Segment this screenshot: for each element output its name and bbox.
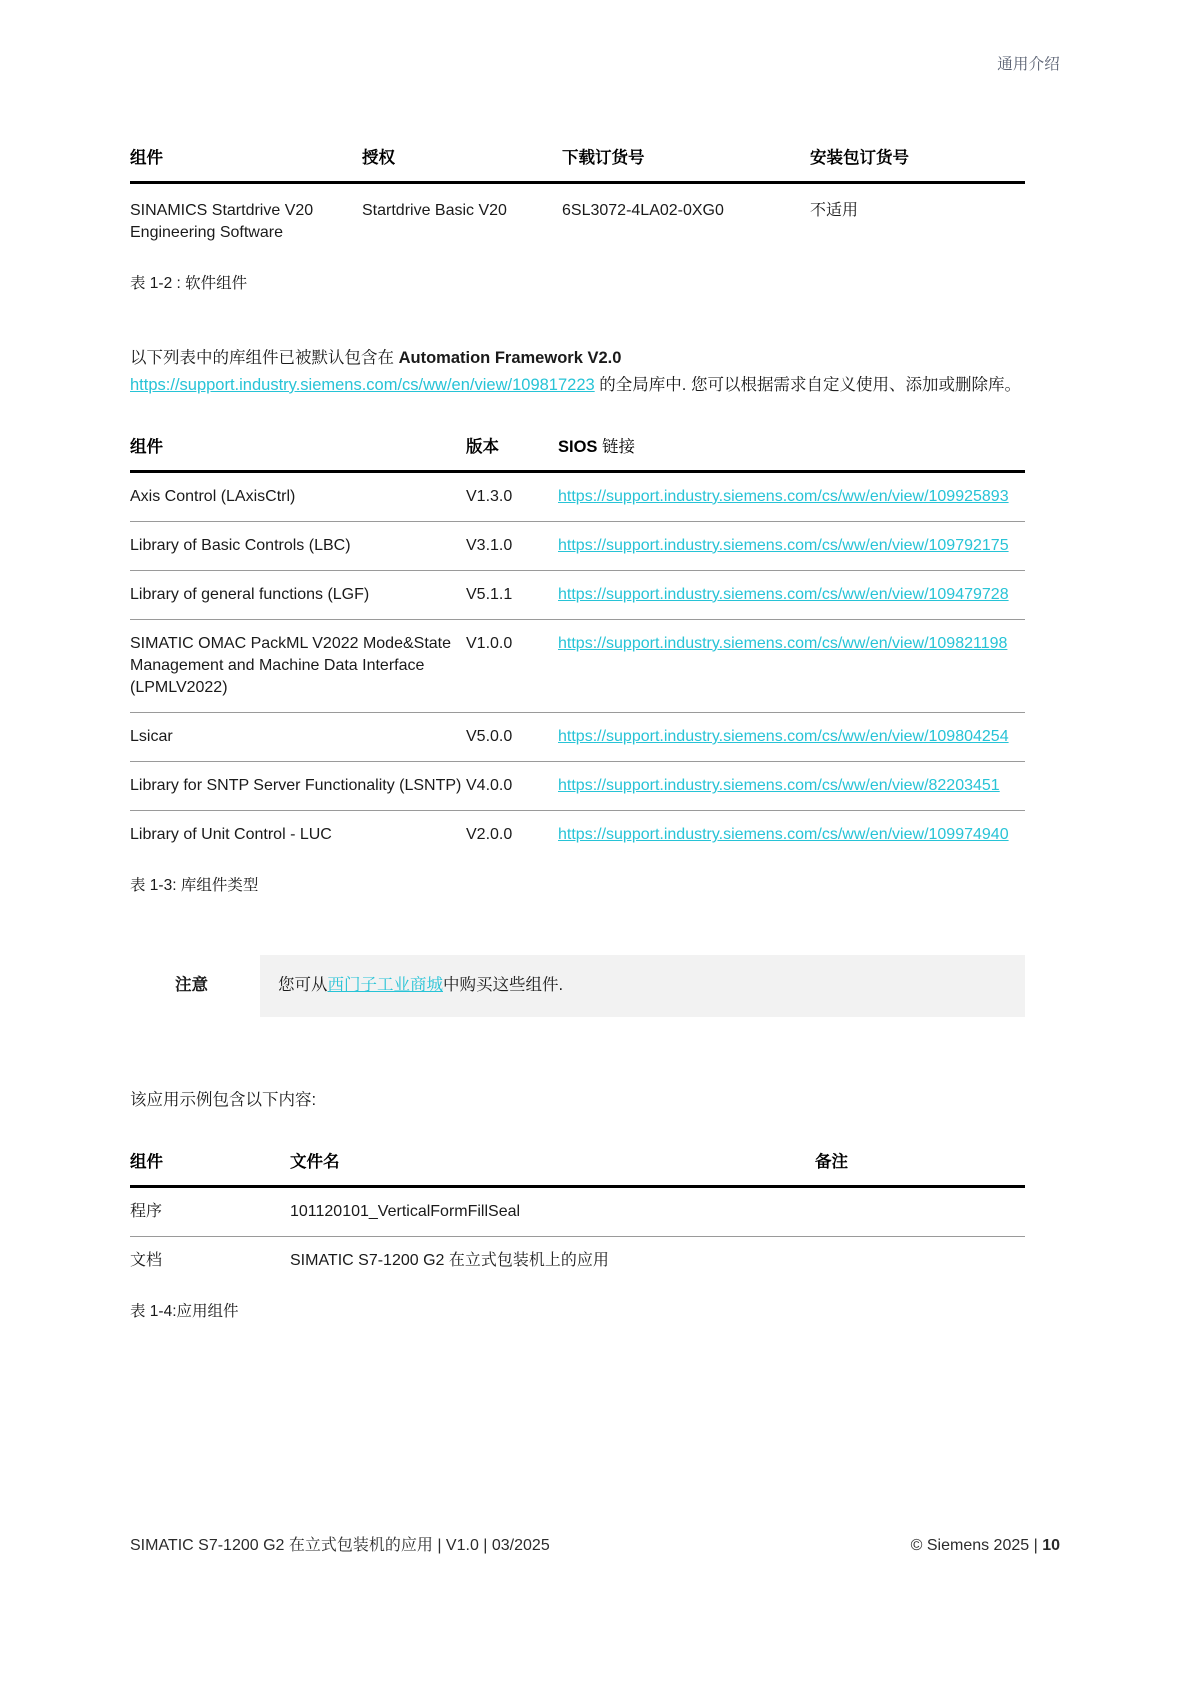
sios-link[interactable]: https://support.industry.siemens.com/cs/ww/en/view/109974940 (558, 826, 1009, 844)
table-row (130, 619, 1025, 712)
sios-link[interactable]: https://support.industry.siemens.com/cs/ww/en/view/109925893 (558, 487, 1009, 505)
cell-component: Axis Control (LAxisCtrl) (130, 487, 296, 505)
automation-framework-link[interactable]: https://support.industry.siemens.com/cs/ww/en/view/109817223 (130, 375, 595, 394)
column-header-component: 组件 (130, 149, 163, 167)
cell-version: V4.0.0 (466, 777, 513, 795)
footer-page-number: 10 (1042, 1537, 1060, 1554)
note-body (260, 955, 1025, 1017)
footer-left-text: SIMATIC S7-1200 G2 在立式包装机的应用 | V1.0 | 03/2025 (130, 1537, 550, 1554)
document-footer (130, 1532, 1060, 1555)
table-row (130, 811, 1025, 860)
table-caption-1-4: 表 1-4:应用组件 (130, 1303, 239, 1321)
cell-filename: 101120101_VerticalFormFillSeal (290, 1203, 521, 1221)
running-header: 通用介绍 (997, 56, 1060, 73)
cell-version: V1.3.0 (466, 487, 513, 505)
cell-link (558, 713, 1025, 762)
cell-component: Lsicar (130, 728, 173, 746)
cell-component: Library of general functions (LGF) (130, 585, 370, 603)
note-text-suffix: 中购买这些组件. (443, 976, 564, 995)
column-header-filename: 文件名 (290, 1153, 340, 1172)
footer-right (911, 1537, 1060, 1555)
sios-label: SIOS (558, 437, 598, 456)
footer-copyright: © Siemens 2025 | (910, 1537, 1043, 1554)
table-row (130, 1187, 1025, 1237)
cell-link (558, 762, 1025, 811)
sios-link[interactable]: https://support.industry.siemens.com/cs/ww/en/view/109792175 (558, 536, 1009, 554)
sios-link[interactable]: https://support.industry.siemens.com/cs/ww/en/view/109804254 (558, 728, 1009, 746)
column-header-component: 组件 (130, 1153, 163, 1172)
library-components-table (130, 429, 1025, 860)
cell-version: V3.1.0 (466, 536, 513, 554)
cell-version: V5.0.0 (466, 728, 513, 746)
column-header-component: 组件 (130, 437, 163, 456)
table-header-row (130, 429, 1025, 472)
sios-link[interactable]: https://support.industry.siemens.com/cs/ww/en/view/109479728 (558, 585, 1009, 603)
table-header-row (130, 140, 1025, 183)
cell-component: Library for SNTP Server Functionality (LSNTP) (130, 777, 462, 795)
column-header-version: 版本 (466, 437, 499, 456)
table-row (130, 471, 1025, 521)
table-row (130, 521, 1025, 570)
cell-link (558, 619, 1025, 712)
application-components-table (130, 1144, 1025, 1285)
cell-link (558, 570, 1025, 619)
intro-bold-framework: Automation Framework V2.0 (398, 349, 622, 368)
note-label: 注意 (175, 976, 208, 995)
table-caption-1-3: 表 1-3: 库组件类型 (130, 877, 259, 895)
column-header-remark: 备注 (815, 1153, 848, 1172)
library-intro-paragraph (130, 345, 1025, 398)
cell-version: V1.0.0 (466, 634, 513, 652)
table-caption-1-2: 表 1-2 : 软件组件 (130, 275, 248, 293)
sios-link[interactable]: https://support.industry.siemens.com/cs/ww/en/view/82203451 (558, 777, 1000, 795)
cell-license: Startdrive Basic V20 (362, 202, 507, 219)
table-header-row (130, 1144, 1025, 1187)
cell-remark (815, 1237, 1025, 1286)
cell-component: Library of Unit Control - LUC (130, 826, 332, 844)
software-components-table (130, 140, 1025, 257)
siemens-mall-link[interactable]: 西门子工业商城 (327, 976, 443, 995)
cell-link (558, 471, 1025, 521)
page-content (130, 140, 1025, 1321)
application-intro: 该应用示例包含以下内容: (130, 1091, 317, 1110)
cell-component: 文档 (130, 1252, 163, 1270)
cell-component: SIMATIC OMAC PackML V2022 Mode&State Management and Machine Data Interface (LPMLV2022) (130, 634, 452, 696)
table-row (130, 570, 1025, 619)
sios-label-rest: 链接 (597, 437, 636, 456)
table-row (130, 713, 1025, 762)
intro-prefix: 以下列表中的库组件已被默认包含在 (130, 349, 399, 368)
intro-suffix: 的全局库中. 您可以根据需求自定义使用、添加或删除库。 (594, 375, 1021, 394)
note-text-prefix: 您可从 (278, 976, 328, 995)
cell-component: Library of Basic Controls (LBC) (130, 536, 351, 554)
table-row (130, 762, 1025, 811)
column-header-download-order: 下载订货号 (562, 149, 645, 167)
cell-link (558, 811, 1025, 860)
cell-download-order: 6SL3072-4LA02-0XG0 (562, 202, 724, 219)
cell-component: SINAMICS Startdrive V20 Engineering Software (130, 202, 314, 242)
cell-link (558, 521, 1025, 570)
cell-version: V2.0.0 (466, 826, 513, 844)
note-box (130, 955, 1025, 1017)
cell-remark (815, 1187, 1025, 1237)
cell-component: 程序 (130, 1203, 163, 1221)
column-header-sios-link (558, 429, 1025, 472)
cell-package-order: 不适用 (810, 202, 859, 219)
table-row (130, 183, 1025, 258)
table-row (130, 1237, 1025, 1286)
cell-filename: SIMATIC S7-1200 G2 在立式包装机上的应用 (290, 1252, 609, 1270)
sios-link[interactable]: https://support.industry.siemens.com/cs/ww/en/view/109821198 (558, 634, 1008, 652)
column-header-package-order: 安装包订货号 (810, 149, 909, 167)
cell-version: V5.1.1 (466, 585, 513, 603)
column-header-license: 授权 (362, 149, 395, 167)
